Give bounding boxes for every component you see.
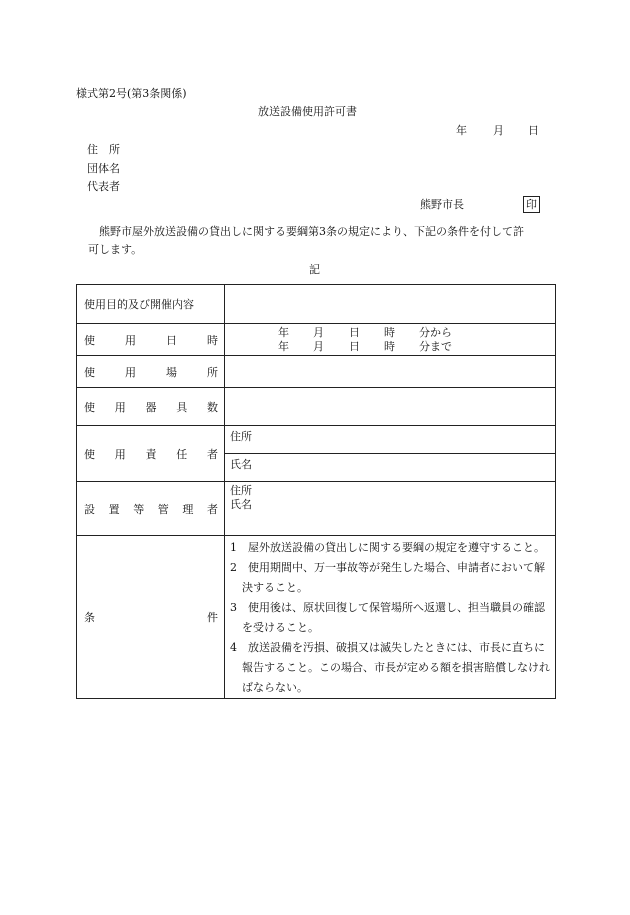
- responsible-address: 住所: [225, 426, 556, 454]
- date-year: 年: [456, 124, 467, 137]
- responsible-label: 使 用 責 任 者: [77, 426, 225, 482]
- group-label: 団体名: [87, 162, 120, 175]
- body-text-line2: 可します。: [88, 243, 143, 256]
- datetime-to: 年 月 日 時 分まで: [278, 339, 452, 353]
- conditions-list: [225, 536, 556, 699]
- datetime-row: [77, 324, 556, 356]
- seal-box: [523, 196, 540, 213]
- condition-item: 3 使用後は、原状回復して保管場所へ返還し、担当職員の確認 を受けること。: [230, 601, 545, 634]
- installer-address: 住所: [230, 484, 252, 497]
- seal-text: 印: [526, 198, 537, 211]
- place-label: 使 用 場 所: [77, 356, 225, 388]
- address-label: 住 所: [87, 143, 120, 156]
- responsible-name: 氏名: [225, 454, 556, 482]
- equipment-value: [225, 388, 556, 426]
- datetime-label: 使 用 日 時: [77, 324, 225, 356]
- place-value: [225, 356, 556, 388]
- responsible-address-row: [77, 426, 556, 454]
- purpose-label: 使用目的及び開催内容: [77, 285, 225, 324]
- permit-table: [76, 284, 556, 699]
- equipment-row: [77, 388, 556, 426]
- condition-item: 2 使用期間中、万一事故等が発生した場合、申請者において解 決すること。: [230, 561, 545, 594]
- installer-row: [77, 482, 556, 536]
- condition-item: 4 放送設備を汚損、破損又は滅失したときには、市長に直ちに 報告すること。この場合、市長が定める額を損害賠償しなけれ ばならない。: [230, 641, 550, 694]
- installer-label: 設 置 等 管 理 者: [77, 482, 225, 536]
- document-title: 放送設備使用許可書: [258, 105, 357, 118]
- conditions-label: 条 件: [77, 536, 225, 699]
- conditions-row: [77, 536, 556, 699]
- datetime-value: [225, 324, 556, 356]
- equipment-label: 使 用 器 具 数: [77, 388, 225, 426]
- issuer-name: 熊野市長: [420, 198, 464, 211]
- representative-label: 代表者: [87, 180, 120, 193]
- installer-name: 氏名: [230, 498, 252, 511]
- date-month: 月: [493, 124, 504, 137]
- place-row: [77, 356, 556, 388]
- purpose-value: [225, 285, 556, 324]
- installer-value: [225, 482, 556, 536]
- purpose-row: [77, 285, 556, 324]
- datetime-from: 年 月 日 時 分から: [278, 325, 452, 339]
- date-day: 日: [528, 124, 539, 137]
- body-text-line1: 熊野市屋外放送設備の貸出しに関する要綱第3条の規定により、下記の条件を付して許: [99, 225, 524, 238]
- condition-item: 1 屋外放送設備の貸出しに関する要綱の規定を遵守すること。: [230, 541, 545, 554]
- ki-heading: 記: [309, 263, 320, 276]
- form-number: 様式第2号(第3条関係): [76, 87, 187, 100]
